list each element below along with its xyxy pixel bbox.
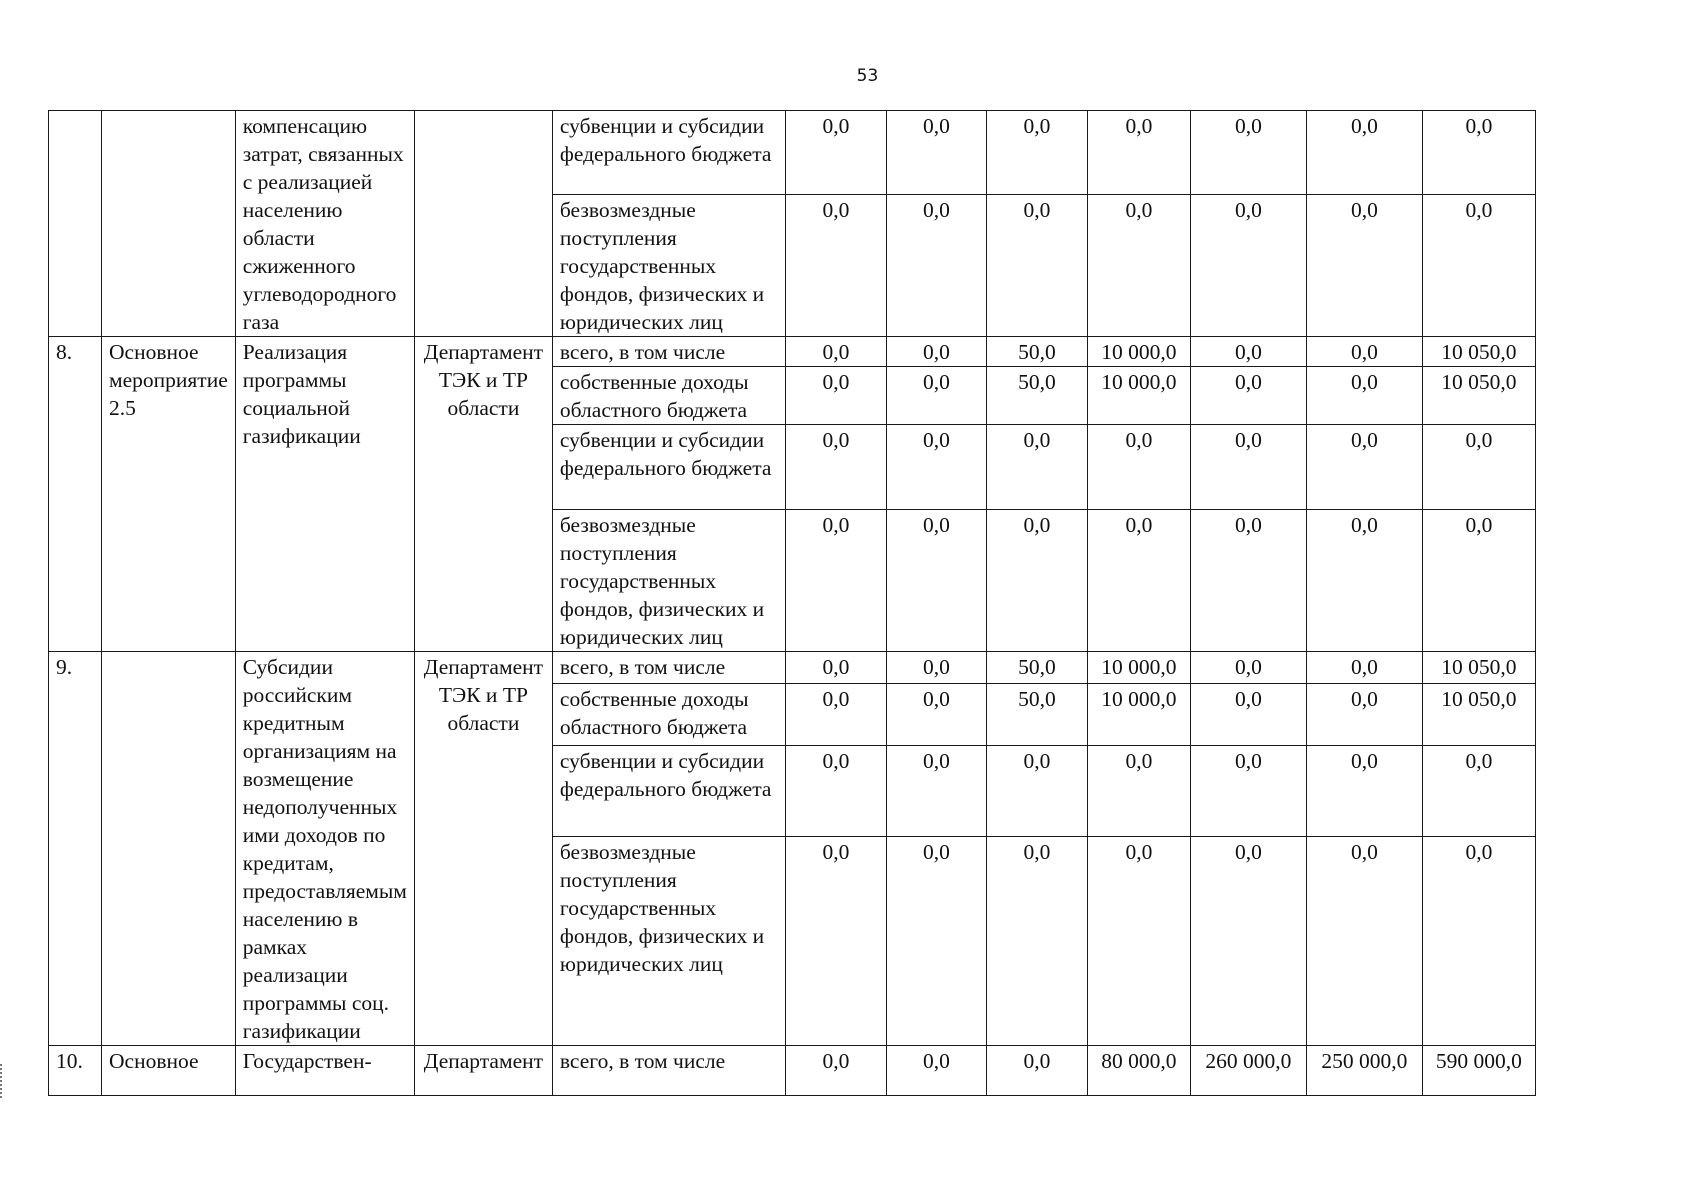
value-cell: 0,0 — [785, 837, 886, 1046]
funding-source: субвенции и субсидии федерального бюджета — [552, 746, 785, 837]
value-cell: 50,0 — [986, 337, 1087, 367]
value-cell: 250 000,0 — [1306, 1046, 1422, 1096]
table-row — [49, 1046, 1536, 1096]
value-cell: 0,0 — [886, 684, 986, 746]
department: Департамент — [414, 1046, 552, 1096]
value-cell: 0,0 — [886, 652, 986, 684]
value-cell: 0,0 — [1190, 425, 1306, 510]
measure-name: Реализация программы социальной газификации — [235, 337, 414, 652]
row-index: 9. — [49, 652, 102, 1046]
value-cell: 0,0 — [986, 195, 1087, 337]
value-cell: 10 000,0 — [1087, 684, 1190, 746]
value-cell: 0,0 — [785, 1046, 886, 1096]
measure-name: компенсацию затрат, связанных с реализацией населению области сжиженного углеводородного газа — [235, 111, 414, 337]
value-cell: 0,0 — [1087, 510, 1190, 652]
value-cell: 10 050,0 — [1422, 337, 1535, 367]
value-cell: 0,0 — [886, 746, 986, 837]
value-cell: 10 000,0 — [1087, 367, 1190, 425]
value-cell: 0,0 — [1306, 337, 1422, 367]
value-cell: 0,0 — [1422, 510, 1535, 652]
table-row — [49, 652, 1536, 684]
value-cell: 0,0 — [785, 746, 886, 837]
value-cell: 0,0 — [1306, 746, 1422, 837]
row-index: 8. — [49, 337, 102, 652]
value-cell: 0,0 — [1422, 111, 1535, 195]
department: Департамент ТЭК и ТР области — [414, 652, 552, 1046]
value-cell: 0,0 — [986, 111, 1087, 195]
budget-table — [48, 110, 1536, 1096]
value-cell: 0,0 — [1190, 337, 1306, 367]
value-cell: 10 000,0 — [1087, 337, 1190, 367]
row-index: 10. — [49, 1046, 102, 1096]
measure-type — [102, 111, 236, 337]
funding-source: субвенции и субсидии федерального бюджета — [552, 425, 785, 510]
value-cell: 0,0 — [1306, 652, 1422, 684]
value-cell: 0,0 — [886, 367, 986, 425]
measure-name: Государствен- — [235, 1046, 414, 1096]
funding-source: собственные доходы областного бюджета — [552, 684, 785, 746]
value-cell: 0,0 — [886, 837, 986, 1046]
value-cell: 0,0 — [785, 367, 886, 425]
value-cell: 0,0 — [1190, 746, 1306, 837]
value-cell: 0,0 — [1306, 111, 1422, 195]
value-cell: 0,0 — [886, 425, 986, 510]
value-cell: 0,0 — [886, 510, 986, 652]
value-cell: 0,0 — [1087, 111, 1190, 195]
value-cell: 0,0 — [785, 510, 886, 652]
value-cell: 0,0 — [1422, 837, 1535, 1046]
value-cell: 50,0 — [986, 684, 1087, 746]
measure-type — [102, 652, 236, 1046]
row-index — [49, 111, 102, 337]
funding-source: всего, в том числе — [552, 337, 785, 367]
funding-source: всего, в том числе — [552, 1046, 785, 1096]
value-cell: 0,0 — [1087, 425, 1190, 510]
scan-edge-mark — [0, 1064, 5, 1098]
funding-source: безвозмездные поступления государственных фондов, физических и юридических лиц — [552, 510, 785, 652]
value-cell: 0,0 — [986, 746, 1087, 837]
value-cell: 0,0 — [1190, 837, 1306, 1046]
value-cell: 0,0 — [986, 1046, 1087, 1096]
value-cell: 0,0 — [1190, 111, 1306, 195]
value-cell: 0,0 — [986, 837, 1087, 1046]
value-cell: 0,0 — [785, 425, 886, 510]
value-cell: 0,0 — [1422, 195, 1535, 337]
funding-source: субвенции и субсидии федерального бюджета — [552, 111, 785, 195]
value-cell: 10 050,0 — [1422, 367, 1535, 425]
value-cell: 0,0 — [886, 195, 986, 337]
value-cell: 50,0 — [986, 367, 1087, 425]
value-cell: 0,0 — [1190, 652, 1306, 684]
value-cell: 0,0 — [1306, 367, 1422, 425]
value-cell: 0,0 — [886, 337, 986, 367]
value-cell: 0,0 — [1190, 195, 1306, 337]
department — [414, 111, 552, 337]
value-cell: 0,0 — [1422, 746, 1535, 837]
table-row — [49, 337, 1536, 367]
funding-source: безвозмездные поступления государственных фондов, физических и юридических лиц — [552, 837, 785, 1046]
department: Департамент ТЭК и ТР области — [414, 337, 552, 652]
table-row — [49, 111, 1536, 195]
value-cell: 0,0 — [886, 1046, 986, 1096]
value-cell: 10 050,0 — [1422, 684, 1535, 746]
value-cell: 0,0 — [1087, 195, 1190, 337]
value-cell: 590 000,0 — [1422, 1046, 1535, 1096]
value-cell: 0,0 — [785, 337, 886, 367]
value-cell: 0,0 — [785, 652, 886, 684]
value-cell: 0,0 — [1306, 684, 1422, 746]
value-cell: 260 000,0 — [1190, 1046, 1306, 1096]
funding-source: безвозмездные поступления государственных фондов, физических и юридических лиц — [552, 195, 785, 337]
value-cell: 0,0 — [1422, 425, 1535, 510]
value-cell: 0,0 — [1306, 837, 1422, 1046]
value-cell: 10 000,0 — [1087, 652, 1190, 684]
value-cell: 0,0 — [1190, 684, 1306, 746]
funding-source: всего, в том числе — [552, 652, 785, 684]
value-cell: 0,0 — [986, 510, 1087, 652]
value-cell: 0,0 — [1306, 195, 1422, 337]
page-number: 53 — [856, 66, 879, 86]
value-cell: 10 050,0 — [1422, 652, 1535, 684]
funding-source: собственные доходы областного бюджета — [552, 367, 785, 425]
measure-type: Основное — [102, 1046, 236, 1096]
measure-name: Субсидии российским кредитным организациям на возмещение недополученных ими доходов по кредитам, предоставляемым населению в рамках реализации программы соц. газификации — [235, 652, 414, 1046]
value-cell: 0,0 — [1190, 510, 1306, 652]
value-cell: 0,0 — [1087, 837, 1190, 1046]
value-cell: 0,0 — [986, 425, 1087, 510]
value-cell: 0,0 — [1087, 746, 1190, 837]
value-cell: 0,0 — [785, 684, 886, 746]
value-cell: 0,0 — [785, 111, 886, 195]
value-cell: 50,0 — [986, 652, 1087, 684]
value-cell: 0,0 — [886, 111, 986, 195]
value-cell: 80 000,0 — [1087, 1046, 1190, 1096]
value-cell: 0,0 — [1190, 367, 1306, 425]
value-cell: 0,0 — [785, 195, 886, 337]
value-cell: 0,0 — [1306, 425, 1422, 510]
value-cell: 0,0 — [1306, 510, 1422, 652]
measure-type: Основное мероприятие 2.5 — [102, 337, 236, 652]
